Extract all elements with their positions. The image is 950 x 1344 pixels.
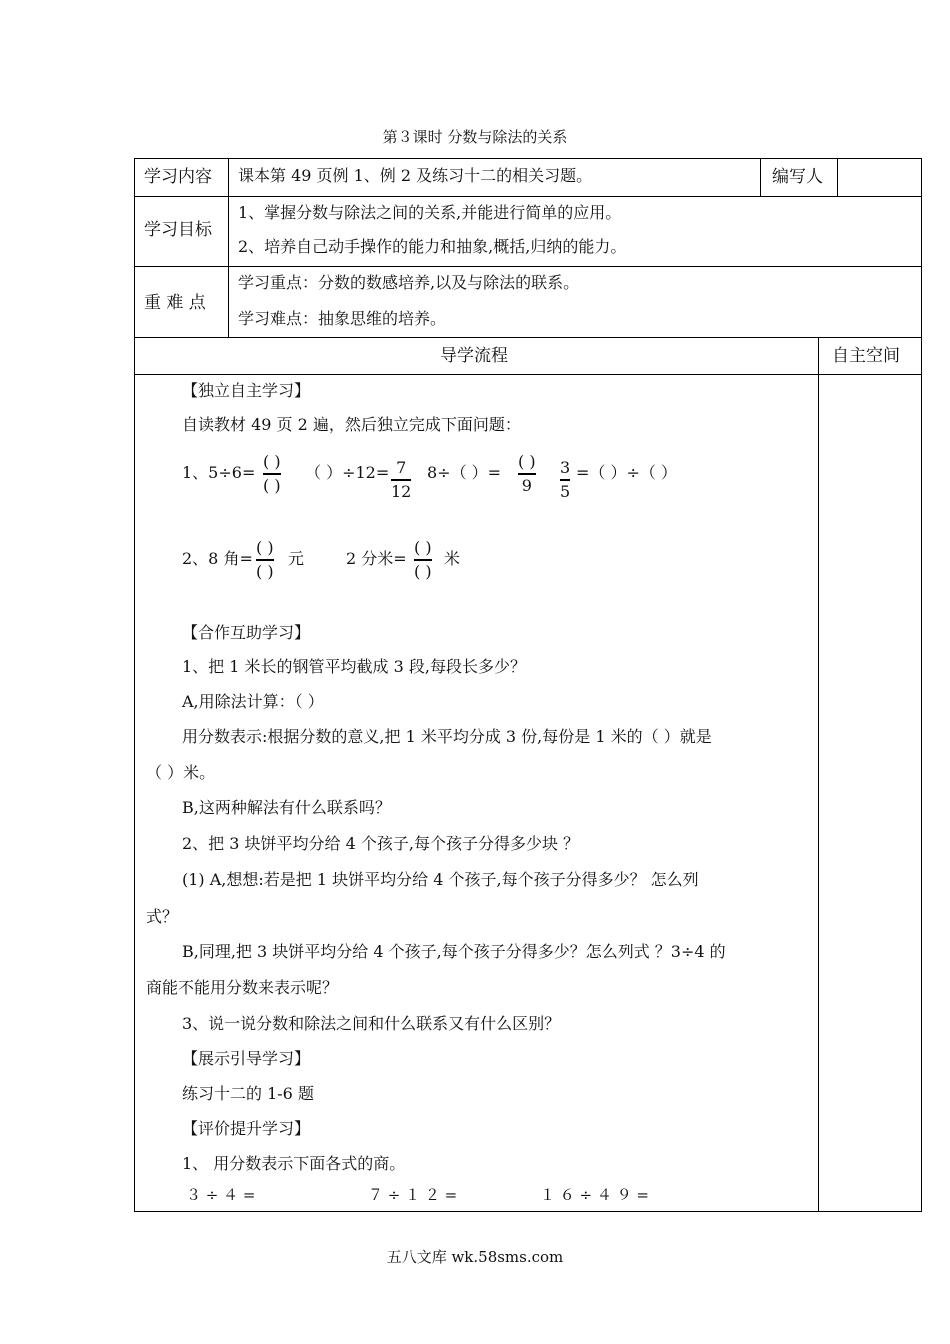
problem-1b-line2: （ ）米。 [146,763,216,782]
problem-2a-line1: (1) A,想想:若是把 1 块饼平均分给 4 个孩子,每个孩子分得多少？ 怎么列 [182,870,699,889]
goal-label: 学习目标 [144,220,212,240]
exercise-1c: １ ６ ÷ ４ ９ = [540,1186,649,1204]
problem-1: 1、把 1 米长的钢管平均截成 3 段,每段长多少？ [182,657,526,676]
flow-label: 导学流程 [440,346,508,366]
problem-1a: A,用除法计算：（ ） [182,692,324,711]
table-border-bottom [134,1211,922,1212]
denominator: ( ) [414,561,432,581]
fraction-bar [391,479,411,481]
q2-unit-mi: 米 [444,549,461,568]
table-border-left [134,158,135,1212]
exercise-1: 1、 用分数表示下面各式的商。 [182,1154,406,1173]
fraction-bar [414,559,432,561]
table-divider [228,158,229,337]
fraction-bar [256,559,274,561]
section-heading: 【展示引导学习】 [182,1049,311,1068]
denominator: 9 [521,475,532,495]
section-intro: 自读教材 49 页 2 遍，然后独立完成下面问题： [182,415,521,434]
problem-2b-line1: B,同理,把 3 块饼平均分给 4 个孩子,每个孩子分得多少？怎么列式 ？3÷4 的 [182,942,726,961]
q2-part-a: 2、8 角= [182,549,253,568]
section-text: 练习十二的 1-6 题 [182,1084,314,1103]
table-divider [134,337,922,338]
table-border-right [921,158,922,1212]
table-divider [134,196,922,197]
goal-item-2: 2、培养自己动手操作的能力和抽象,概括,归纳的能力。 [238,237,627,256]
q2-part-b: 2 分米= [346,549,407,568]
key-label: 重 难 点 [144,293,206,313]
content-value: 课本第 49 页例 1、例 2 及练习十二的相关习题。 [238,166,593,185]
q1-part-b: （ ）÷12= [305,463,390,482]
numerator: ( ) [256,538,274,557]
exercise-1b: ７ ÷ １ ２ = [368,1186,458,1204]
denominator: ( ) [263,475,281,495]
table-divider [134,266,922,267]
problem-1c: B,这两种解法有什么联系吗？ [182,798,391,817]
fraction-blank [414,538,432,582]
q2-unit-yuan: 元 [288,549,305,568]
table-divider [760,158,761,196]
q1-part-d: =（ ）÷（ ） [576,463,677,482]
fraction-blank [263,452,281,496]
problem-3: 3、说一说分数和除法之间和什么联系又有什么区别？ [182,1014,561,1033]
fraction-blank-9 [518,452,536,496]
problem-2a-line2: 式？ [146,907,179,926]
exercise-1a: ３ ÷ ４ = [186,1186,256,1204]
section-heading: 【评价提升学习】 [182,1119,311,1138]
table-divider [818,337,819,1212]
fraction-bar [518,473,536,475]
denominator: ( ) [256,561,274,581]
difficult-point: 学习难点：抽象思维的培养。 [238,309,447,328]
numerator: ( ) [414,538,432,557]
footer-watermark: 五八文库 wk.58sms.com [386,1248,564,1266]
fraction-7-12 [391,458,411,502]
q1-part-c: 8÷（ ）= [427,463,502,482]
denominator: 12 [391,481,412,501]
fraction-3-5 [560,458,570,502]
content-label: 学习内容 [144,167,212,187]
table-divider [134,374,922,375]
fraction-blank [256,538,274,582]
section-heading: 【独立自主学习】 [182,381,311,400]
denominator: 5 [560,481,571,501]
table-border-top [134,158,922,159]
q1-lead: 1、5÷6= [182,463,256,482]
fraction-bar [263,473,281,475]
goal-item-1: 1、掌握分数与除法之间的关系,并能进行简单的应用。 [238,203,622,222]
page-title: 第３课时 分数与除法的关系 [382,128,568,146]
numerator: ( ) [263,452,281,471]
author-label: 编写人 [772,167,823,187]
problem-2: 2、把 3 块饼平均分给 4 个孩子,每个孩子分得多少块 ？ [182,834,580,853]
problem-1b-line1: 用分数表示:根据分数的意义,把 1 米平均分成 3 份,每份是 1 米的（ ）就是 [182,727,712,746]
space-label: 自主空间 [832,346,900,366]
numerator: 7 [396,458,407,477]
fraction-bar [560,479,570,481]
section-heading: 【合作互助学习】 [182,623,311,642]
key-point: 学习重点：分数的数感培养,以及与除法的联系。 [238,273,580,292]
numerator: ( ) [518,452,536,471]
table-divider [837,158,838,196]
numerator: 3 [560,458,571,477]
problem-2b-line2: 商能不能用分数来表示呢？ [146,978,339,997]
